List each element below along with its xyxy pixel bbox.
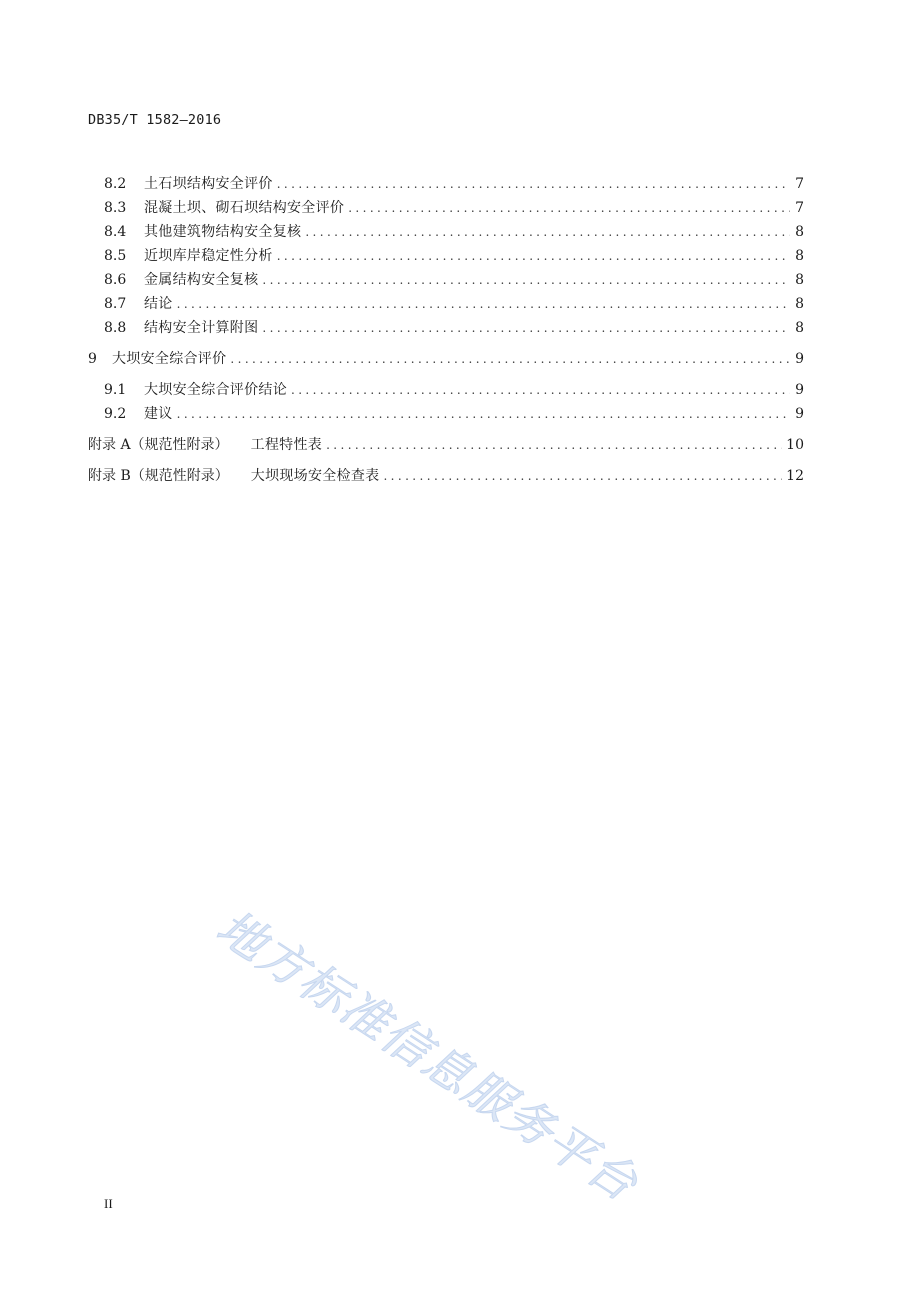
toc-entry-title: 混凝土坝、砌石坝结构安全评价 [144, 200, 345, 216]
standard-code: DB35/T 1582—2016 [88, 112, 222, 128]
toc-entry-title: 金属结构安全复核 [144, 272, 259, 288]
toc-entry[interactable] [88, 196, 804, 220]
toc-leader-dots [262, 268, 790, 292]
toc-entry-title: 大坝现场安全检查表 [250, 468, 380, 484]
toc-entry[interactable] [88, 220, 804, 244]
toc-entry-number: 8.4 [104, 224, 127, 240]
toc-entry-number: 8.3 [104, 200, 127, 216]
toc-entry[interactable] [88, 292, 804, 316]
toc-entry-title: 工程特性表 [250, 437, 323, 453]
toc-entry-number: 8.2 [104, 176, 127, 192]
toc-entry-number: 9.1 [104, 382, 127, 398]
toc-leader-dots [277, 172, 790, 196]
toc-entry[interactable] [88, 316, 804, 340]
toc-entry[interactable] [88, 402, 804, 426]
toc-entry-page: 12 [786, 468, 804, 484]
toc-entry-title: 建议 [144, 406, 173, 422]
toc-entry-number: 8.8 [104, 320, 127, 336]
toc-entry-page: 8 [795, 320, 804, 336]
toc-entry[interactable] [88, 378, 804, 402]
toc-entry[interactable] [88, 244, 804, 268]
toc-entry-page: 7 [795, 200, 804, 216]
toc-leader-dots [230, 347, 790, 371]
toc-entry-page: 8 [795, 272, 804, 288]
toc-leader-dots [305, 220, 790, 244]
toc-entry-number: 8.6 [104, 272, 127, 288]
toc-entry-title: 结论 [144, 296, 173, 312]
table-of-contents [88, 172, 804, 488]
toc-entry-number: 8.5 [104, 248, 127, 264]
toc-entry-page: 7 [795, 176, 804, 192]
toc-leader-dots [177, 402, 790, 426]
toc-entry-title: 其他建筑物结构安全复核 [144, 224, 302, 240]
toc-leader-dots [177, 292, 790, 316]
toc-entry-title: 近坝库岸稳定性分析 [144, 248, 273, 264]
toc-entry-title: 结构安全计算附图 [144, 320, 259, 336]
toc-entry-title: 土石坝结构安全评价 [144, 176, 273, 192]
toc-entry[interactable] [88, 172, 804, 196]
toc-leader-dots [326, 433, 782, 457]
toc-entry-page: 8 [795, 296, 804, 312]
toc-entry-number: 8.7 [104, 296, 127, 312]
toc-entry-appendix-a[interactable] [88, 433, 804, 457]
toc-entry-appendix-b[interactable] [88, 464, 804, 488]
toc-leader-dots [262, 316, 790, 340]
toc-entry[interactable] [88, 347, 804, 371]
toc-entry-page: 8 [795, 248, 804, 264]
toc-entry-page: 8 [795, 224, 804, 240]
toc-entry[interactable] [88, 268, 804, 292]
toc-entry-number: 附录 B（规范性附录） [88, 468, 229, 484]
toc-leader-dots [277, 244, 790, 268]
toc-leader-dots [348, 196, 790, 220]
toc-entry-page: 9 [795, 351, 804, 367]
toc-leader-dots [383, 464, 782, 488]
watermark: 地方标准信息服务平台 [206, 899, 648, 1213]
toc-entry-title: 大坝安全综合评价结论 [144, 382, 287, 398]
page-number: II [104, 1196, 113, 1211]
toc-entry-number: 9.2 [104, 406, 127, 422]
toc-entry-title: 大坝安全综合评价 [112, 351, 227, 367]
toc-leader-dots [291, 378, 790, 402]
toc-entry-number: 附录 A（规范性附录） [88, 437, 229, 453]
toc-entry-number: 9 [88, 351, 97, 367]
toc-entry-page: 9 [795, 382, 804, 398]
toc-entry-page: 9 [795, 406, 804, 422]
toc-entry-page: 10 [786, 437, 804, 453]
